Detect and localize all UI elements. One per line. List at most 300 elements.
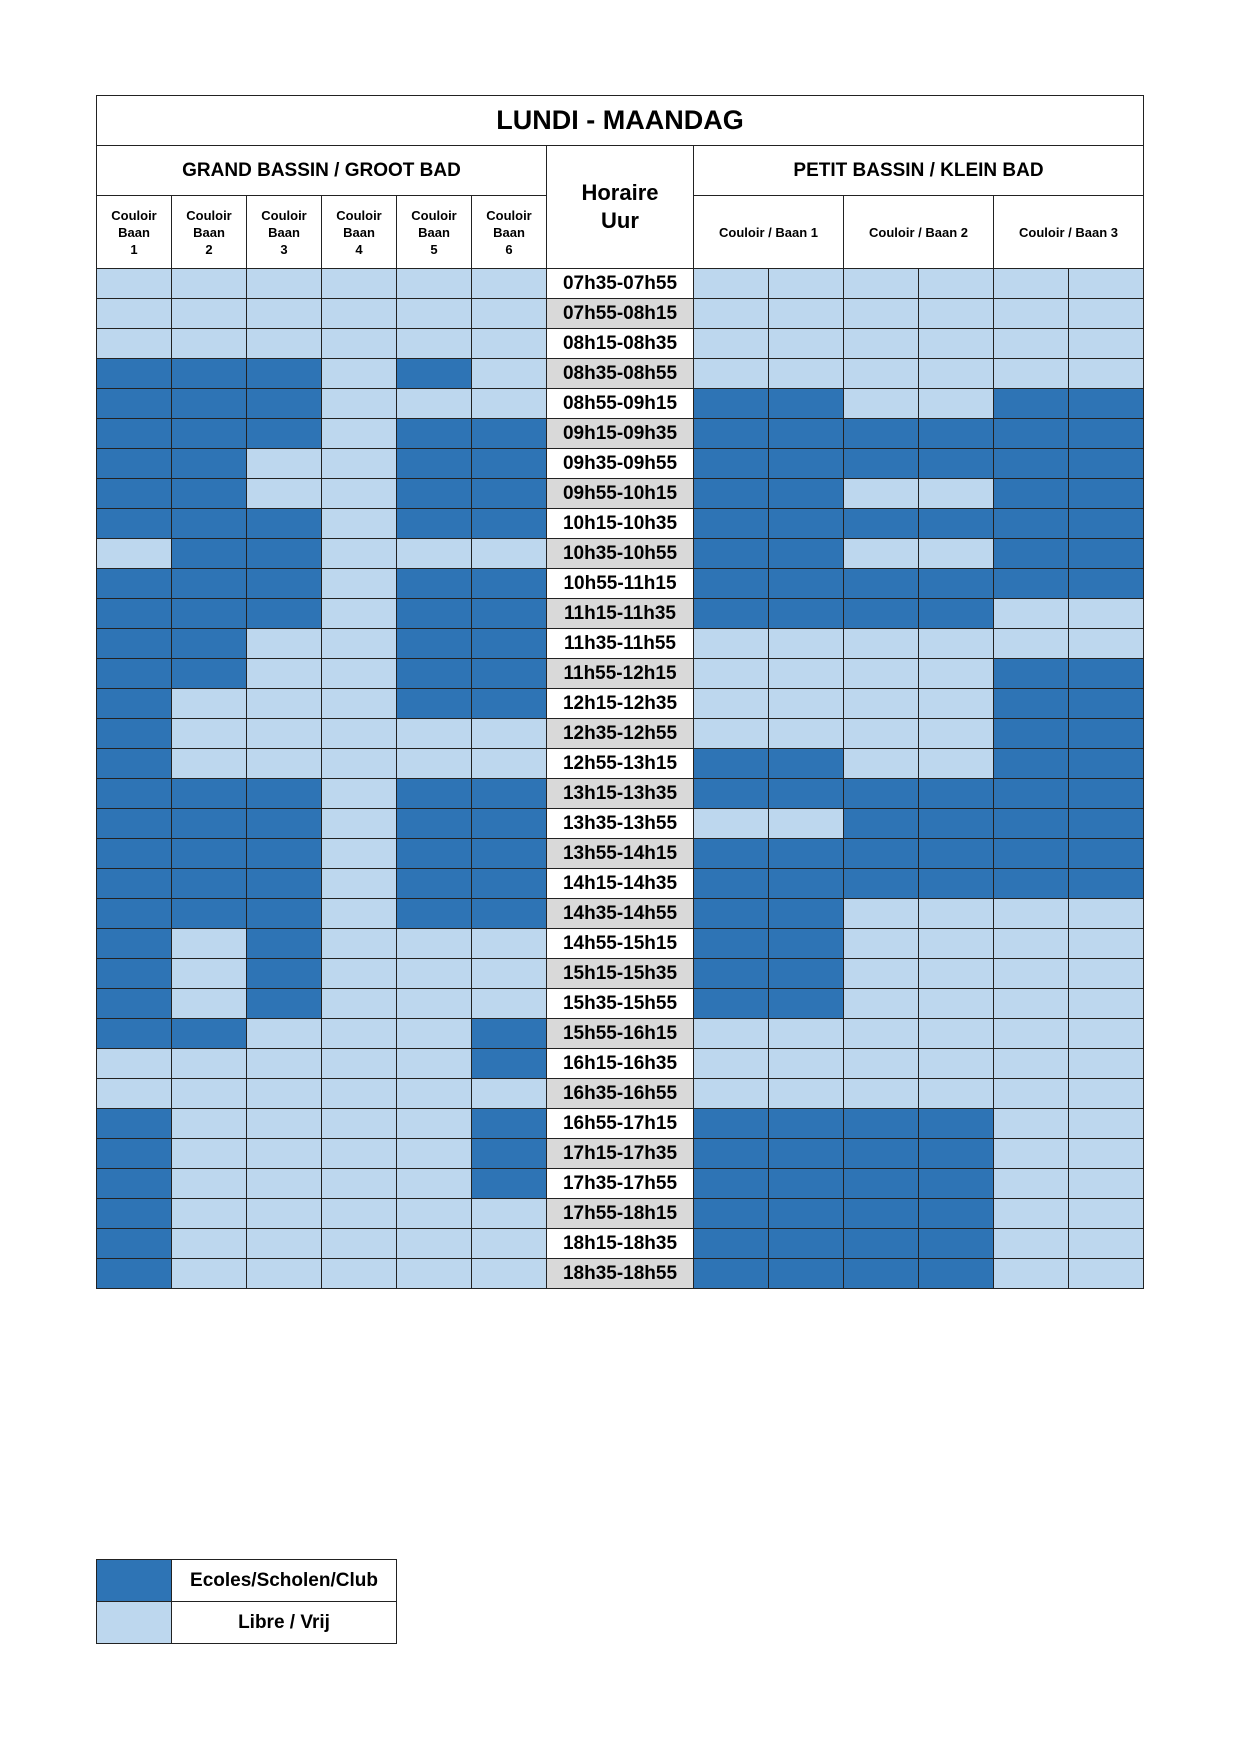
- grand-lane-5-cell: [397, 1019, 472, 1049]
- petit-lane-3-cell: [1069, 989, 1144, 1019]
- grand-lane-3-cell: [247, 899, 322, 929]
- grand-lane-6-cell: [472, 1079, 547, 1109]
- grand-lane-3-cell: [247, 569, 322, 599]
- petit-lane-1-cell: [769, 869, 844, 899]
- table-row: [97, 779, 1144, 809]
- grand-lane-5-cell: [397, 1259, 472, 1289]
- grand-lane-6-cell: [472, 809, 547, 839]
- petit-lane-3-cell: [994, 719, 1069, 749]
- legend-swatch: [97, 1602, 172, 1644]
- lane-label: Couloir: [411, 207, 457, 223]
- table-row: [97, 1229, 1144, 1259]
- petit-lane-2-cell: [919, 569, 994, 599]
- time-slot: 10h55-11h15: [547, 569, 694, 599]
- petit-lane-2-cell: [919, 1199, 994, 1229]
- time-slot: 17h35-17h55: [547, 1169, 694, 1199]
- table-row: [97, 659, 1144, 689]
- grand-lane-4-cell: [322, 1049, 397, 1079]
- petit-lane-1-cell: [694, 629, 769, 659]
- petit-lane-3-cell: [994, 1079, 1069, 1109]
- grand-lane-5-cell: [397, 569, 472, 599]
- petit-lane-2-cell: [844, 449, 919, 479]
- petit-lane-2-cell: [844, 269, 919, 299]
- grand-lane-4-cell: [322, 719, 397, 749]
- grand-lane-1-cell: [97, 719, 172, 749]
- petit-lane-2-cell: [844, 569, 919, 599]
- grand-lane-3-cell: [247, 419, 322, 449]
- horaire-header: [547, 146, 694, 269]
- petit-lane-1-cell: [694, 989, 769, 1019]
- table-row: [97, 689, 1144, 719]
- petit-lane-1-cell: [694, 449, 769, 479]
- petit-lane-1-cell: [769, 779, 844, 809]
- petit-lane-1-cell: [694, 419, 769, 449]
- grand-lane-4-cell: [322, 479, 397, 509]
- grand-lane-1-header: [97, 196, 172, 269]
- grand-lane-5-cell: [397, 839, 472, 869]
- grand-lane-2-cell: [172, 329, 247, 359]
- petit-bassin-header: PETIT BASSIN / KLEIN BAD: [694, 146, 1144, 196]
- petit-lane-1-cell: [769, 659, 844, 689]
- grand-lane-2-cell: [172, 1049, 247, 1079]
- lane-label: Couloir: [261, 207, 307, 223]
- petit-lane-2-cell: [844, 1229, 919, 1259]
- grand-lane-1-cell: [97, 509, 172, 539]
- petit-lane-1-cell: [769, 1199, 844, 1229]
- petit-lane-2-cell: [844, 419, 919, 449]
- petit-lane-2-cell: [844, 1109, 919, 1139]
- grand-lane-5-cell: [397, 1199, 472, 1229]
- petit-lane-3-cell: [1069, 1169, 1144, 1199]
- grand-lane-3-cell: [247, 329, 322, 359]
- petit-lane-2-cell: [919, 1049, 994, 1079]
- grand-lane-6-cell: [472, 959, 547, 989]
- grand-lane-2-cell: [172, 659, 247, 689]
- petit-lane-2-cell: [844, 899, 919, 929]
- grand-bassin-header: GRAND BASSIN / GROOT BAD: [97, 146, 547, 196]
- table-row: [97, 419, 1144, 449]
- table-row: [97, 389, 1144, 419]
- grand-lane-2-cell: [172, 839, 247, 869]
- schedule-body: [97, 269, 1144, 1289]
- petit-lane-3-cell: [994, 599, 1069, 629]
- lane-label: Baan: [343, 224, 375, 240]
- petit-lane-3-cell: [1069, 899, 1144, 929]
- petit-lane-3-cell: [1069, 1139, 1144, 1169]
- table-row: [97, 959, 1144, 989]
- petit-lane-3-cell: [994, 539, 1069, 569]
- grand-lane-6-cell: [472, 719, 547, 749]
- grand-lane-6-cell: [472, 1019, 547, 1049]
- grand-lane-1-cell: [97, 299, 172, 329]
- table-row: [97, 1109, 1144, 1139]
- grand-lane-5-cell: [397, 809, 472, 839]
- petit-lane-1-cell: [769, 419, 844, 449]
- grand-lane-2-cell: [172, 779, 247, 809]
- grand-lane-1-cell: [97, 359, 172, 389]
- petit-lane-3-cell: [1069, 719, 1144, 749]
- legend-table: [96, 1559, 397, 1644]
- time-slot: 18h35-18h55: [547, 1259, 694, 1289]
- grand-lane-6-cell: [472, 869, 547, 899]
- horaire-label: Horaire: [581, 180, 659, 205]
- petit-lane-3-cell: [994, 989, 1069, 1019]
- petit-lane-3-cell: [1069, 1049, 1144, 1079]
- grand-lane-3-cell: [247, 269, 322, 299]
- time-slot: 08h15-08h35: [547, 329, 694, 359]
- petit-lane-1-cell: [694, 479, 769, 509]
- petit-lane-1-cell: [694, 869, 769, 899]
- grand-lane-1-cell: [97, 269, 172, 299]
- grand-lane-2-cell: [172, 1109, 247, 1139]
- grand-lane-4-cell: [322, 899, 397, 929]
- grand-lane-3-cell: [247, 959, 322, 989]
- grand-lane-6-cell: [472, 929, 547, 959]
- grand-lane-1-cell: [97, 1049, 172, 1079]
- grand-lane-4-cell: [322, 509, 397, 539]
- petit-lane-2-cell: [919, 1019, 994, 1049]
- time-slot: 16h35-16h55: [547, 1079, 694, 1109]
- petit-lane-2-cell: [919, 1079, 994, 1109]
- schedule-table: [96, 95, 1144, 1289]
- petit-lane-1-cell: [769, 599, 844, 629]
- petit-lane-1-cell: [769, 989, 844, 1019]
- grand-lane-2-cell: [172, 419, 247, 449]
- grand-lane-4-cell: [322, 419, 397, 449]
- time-slot: 10h15-10h35: [547, 509, 694, 539]
- grand-lane-1-cell: [97, 1199, 172, 1229]
- grand-lane-3-cell: [247, 1109, 322, 1139]
- grand-lane-4-cell: [322, 539, 397, 569]
- grand-lane-4-cell: [322, 629, 397, 659]
- grand-lane-5-cell: [397, 959, 472, 989]
- petit-lane-3-cell: [1069, 929, 1144, 959]
- petit-lane-3-cell: [994, 929, 1069, 959]
- petit-lane-3-cell: [994, 749, 1069, 779]
- petit-lane-3-cell: [1069, 689, 1144, 719]
- grand-lane-5-cell: [397, 539, 472, 569]
- time-slot: 14h55-15h15: [547, 929, 694, 959]
- petit-lane-2-cell: [919, 749, 994, 779]
- petit-lane-3-cell: [994, 1139, 1069, 1169]
- lane-number: 4: [355, 241, 363, 257]
- petit-lane-3-cell: [994, 899, 1069, 929]
- legend-row: [97, 1602, 397, 1644]
- grand-lane-5-cell: [397, 1139, 472, 1169]
- petit-lane-1-cell: [769, 509, 844, 539]
- time-slot: 14h35-14h55: [547, 899, 694, 929]
- petit-lane-2-cell: [919, 1139, 994, 1169]
- petit-lane-1-cell: [694, 569, 769, 599]
- petit-lane-1-cell: [694, 1079, 769, 1109]
- table-row: [97, 359, 1144, 389]
- time-slot: 16h55-17h15: [547, 1109, 694, 1139]
- petit-lane-1-cell: [769, 629, 844, 659]
- lane-label: Baan: [118, 224, 150, 240]
- grand-lane-2-cell: [172, 749, 247, 779]
- petit-lane-1-cell: [769, 269, 844, 299]
- grand-lane-2-cell: [172, 299, 247, 329]
- petit-lane-2-cell: [844, 959, 919, 989]
- petit-lane-1-cell: [769, 749, 844, 779]
- table-row: [97, 329, 1144, 359]
- table-row: [97, 569, 1144, 599]
- petit-lane-2-cell: [844, 989, 919, 1019]
- grand-lane-2-cell: [172, 479, 247, 509]
- petit-lane-2-cell: [844, 659, 919, 689]
- time-slot: 09h35-09h55: [547, 449, 694, 479]
- grand-lane-3-cell: [247, 389, 322, 419]
- grand-lane-5-cell: [397, 359, 472, 389]
- grand-lane-4-cell: [322, 1109, 397, 1139]
- grand-lane-6-cell: [472, 839, 547, 869]
- grand-lane-6-cell: [472, 1259, 547, 1289]
- grand-lane-3-cell: [247, 989, 322, 1019]
- grand-lane-2-cell: [172, 1019, 247, 1049]
- grand-lane-4-cell: [322, 689, 397, 719]
- lane-label: Baan: [268, 224, 300, 240]
- petit-lane-1-cell: [694, 539, 769, 569]
- grand-lane-5-cell: [397, 329, 472, 359]
- petit-lane-1-cell: [694, 689, 769, 719]
- petit-lane-1-cell: [769, 809, 844, 839]
- table-row: [97, 1019, 1144, 1049]
- legend-row: [97, 1560, 397, 1602]
- petit-lane-2-cell: [919, 479, 994, 509]
- petit-lane-1-cell: [769, 1019, 844, 1049]
- grand-lane-6-cell: [472, 359, 547, 389]
- petit-lane-1-cell: [694, 1019, 769, 1049]
- grand-lane-6-cell: [472, 299, 547, 329]
- petit-lane-3-cell: [994, 1199, 1069, 1229]
- grand-lane-6-cell: [472, 599, 547, 629]
- petit-lane-3-cell: [994, 299, 1069, 329]
- petit-lane-3-cell: [994, 1019, 1069, 1049]
- table-row: [97, 989, 1144, 1019]
- grand-lane-6-cell: [472, 419, 547, 449]
- petit-lane-1-cell: [694, 359, 769, 389]
- grand-lane-2-cell: [172, 929, 247, 959]
- grand-lane-5-cell: [397, 779, 472, 809]
- grand-lane-5-cell: [397, 749, 472, 779]
- petit-lane-3-cell: [994, 869, 1069, 899]
- grand-lane-4-cell: [322, 809, 397, 839]
- petit-lane-1-cell: [769, 389, 844, 419]
- petit-lane-3-cell: [1069, 359, 1144, 389]
- petit-lane-3-cell: [1069, 329, 1144, 359]
- petit-lane-2-cell: [919, 659, 994, 689]
- grand-lane-3-cell: [247, 869, 322, 899]
- grand-lane-5-cell: [397, 599, 472, 629]
- petit-lane-3-cell: [1069, 479, 1144, 509]
- petit-lane-2-cell: [919, 329, 994, 359]
- petit-lane-1-cell: [694, 749, 769, 779]
- petit-lane-2-cell: [844, 689, 919, 719]
- grand-lane-5-cell: [397, 1229, 472, 1259]
- grand-lane-6-header: [472, 196, 547, 269]
- grand-lane-3-cell: [247, 359, 322, 389]
- petit-lane-1-cell: [769, 569, 844, 599]
- time-slot: 07h55-08h15: [547, 299, 694, 329]
- table-row: [97, 719, 1144, 749]
- grand-lane-2-cell: [172, 509, 247, 539]
- petit-lane-1-cell: [694, 269, 769, 299]
- time-slot: 17h55-18h15: [547, 1199, 694, 1229]
- petit-lane-3-cell: [994, 479, 1069, 509]
- grand-lane-4-cell: [322, 329, 397, 359]
- grand-lane-3-cell: [247, 689, 322, 719]
- petit-lane-3-cell: [1069, 779, 1144, 809]
- petit-lane-2-cell: [919, 599, 994, 629]
- petit-lane-1-cell: [694, 1169, 769, 1199]
- grand-lane-6-cell: [472, 479, 547, 509]
- petit-lane-2-cell: [919, 629, 994, 659]
- petit-lane-2-cell: [844, 929, 919, 959]
- petit-lane-2-cell: [919, 929, 994, 959]
- petit-lane-3-cell: [994, 329, 1069, 359]
- petit-lane-3-cell: [1069, 539, 1144, 569]
- time-slot: 09h55-10h15: [547, 479, 694, 509]
- grand-lane-5-cell: [397, 869, 472, 899]
- uur-label: Uur: [601, 208, 639, 233]
- petit-lane-1-cell: [694, 1229, 769, 1259]
- petit-lane-1-cell: [769, 539, 844, 569]
- grand-lane-3-cell: [247, 1079, 322, 1109]
- petit-lane-3-cell: [1069, 299, 1144, 329]
- petit-lane-1-cell: [694, 389, 769, 419]
- grand-lane-6-cell: [472, 1169, 547, 1199]
- grand-lane-2-header: [172, 196, 247, 269]
- grand-lane-6-cell: [472, 569, 547, 599]
- petit-lane-1-cell: [769, 839, 844, 869]
- table-row: [97, 299, 1144, 329]
- grand-lane-1-cell: [97, 959, 172, 989]
- petit-lane-2-cell: [844, 539, 919, 569]
- grand-lane-3-cell: [247, 659, 322, 689]
- table-row: [97, 899, 1144, 929]
- petit-lane-3-cell: [1069, 599, 1144, 629]
- grand-lane-3-cell: [247, 929, 322, 959]
- grand-lane-1-cell: [97, 1139, 172, 1169]
- petit-lane-2-cell: [919, 269, 994, 299]
- grand-lane-5-cell: [397, 269, 472, 299]
- grand-lane-4-cell: [322, 1169, 397, 1199]
- time-slot: 08h55-09h15: [547, 389, 694, 419]
- petit-lane-3-cell: [1069, 1259, 1144, 1289]
- petit-lane-2-cell: [919, 1259, 994, 1289]
- petit-lane-3-cell: [994, 359, 1069, 389]
- petit-lane-3-cell: [1069, 1079, 1144, 1109]
- grand-lane-6-cell: [472, 269, 547, 299]
- petit-lane-2-cell: [844, 629, 919, 659]
- time-slot: 14h15-14h35: [547, 869, 694, 899]
- table-row: [97, 479, 1144, 509]
- grand-lane-3-cell: [247, 599, 322, 629]
- petit-lane-2-cell: [919, 1169, 994, 1199]
- grand-lane-3-cell: [247, 1229, 322, 1259]
- table-row: [97, 1049, 1144, 1079]
- grand-lane-3-cell: [247, 449, 322, 479]
- grand-lane-4-cell: [322, 269, 397, 299]
- time-slot: 09h15-09h35: [547, 419, 694, 449]
- grand-lane-1-cell: [97, 329, 172, 359]
- petit-lane-3-cell: [1069, 629, 1144, 659]
- petit-lane-1-cell: [694, 1139, 769, 1169]
- lane-number: 3: [280, 241, 288, 257]
- petit-lane-2-cell: [919, 539, 994, 569]
- petit-lane-2-cell: [844, 869, 919, 899]
- petit-lane-2-cell: [919, 719, 994, 749]
- lane-label: Couloir: [111, 207, 157, 223]
- grand-lane-5-cell: [397, 509, 472, 539]
- petit-lane-1-cell: [694, 899, 769, 929]
- table-row: [97, 629, 1144, 659]
- grand-lane-2-cell: [172, 1229, 247, 1259]
- grand-lane-3-cell: [247, 839, 322, 869]
- grand-lane-5-cell: [397, 1079, 472, 1109]
- petit-lane-1-cell: [769, 449, 844, 479]
- time-slot: 18h15-18h35: [547, 1229, 694, 1259]
- lane-label: Baan: [193, 224, 225, 240]
- time-slot: 17h15-17h35: [547, 1139, 694, 1169]
- petit-lane-3-cell: [1069, 839, 1144, 869]
- grand-lane-5-cell: [397, 479, 472, 509]
- petit-lane-2-cell: [844, 1139, 919, 1169]
- petit-lane-2-header: Couloir / Baan 2: [844, 196, 994, 269]
- petit-lane-1-cell: [769, 1169, 844, 1199]
- petit-lane-2-cell: [844, 809, 919, 839]
- grand-lane-4-cell: [322, 1079, 397, 1109]
- page-title: LUNDI - MAANDAG: [97, 96, 1144, 146]
- grand-lane-1-cell: [97, 1019, 172, 1049]
- grand-lane-5-header: [397, 196, 472, 269]
- time-slot: 16h15-16h35: [547, 1049, 694, 1079]
- petit-lane-2-cell: [919, 839, 994, 869]
- grand-lane-5-cell: [397, 989, 472, 1019]
- petit-lane-2-cell: [844, 359, 919, 389]
- grand-lane-5-cell: [397, 899, 472, 929]
- petit-lane-2-cell: [919, 389, 994, 419]
- petit-lane-3-cell: [1069, 269, 1144, 299]
- petit-lane-1-cell: [694, 659, 769, 689]
- grand-lane-6-cell: [472, 509, 547, 539]
- petit-lane-2-cell: [919, 689, 994, 719]
- petit-lane-2-cell: [844, 1019, 919, 1049]
- grand-lane-3-cell: [247, 1199, 322, 1229]
- petit-lane-2-cell: [919, 1229, 994, 1259]
- petit-lane-1-cell: [694, 509, 769, 539]
- petit-lane-1-cell: [694, 1259, 769, 1289]
- petit-lane-2-cell: [844, 509, 919, 539]
- petit-lane-1-header: Couloir / Baan 1: [694, 196, 844, 269]
- grand-lane-3-cell: [247, 719, 322, 749]
- petit-lane-2-cell: [844, 1169, 919, 1199]
- grand-lane-1-cell: [97, 899, 172, 929]
- grand-lane-2-cell: [172, 989, 247, 1019]
- petit-lane-2-cell: [844, 329, 919, 359]
- petit-lane-3-cell: [994, 1109, 1069, 1139]
- petit-lane-1-cell: [769, 359, 844, 389]
- time-slot: 13h15-13h35: [547, 779, 694, 809]
- petit-lane-1-cell: [694, 779, 769, 809]
- lane-label: Baan: [418, 224, 450, 240]
- grand-lane-1-cell: [97, 929, 172, 959]
- grand-lane-3-cell: [247, 299, 322, 329]
- time-slot: 07h35-07h55: [547, 269, 694, 299]
- grand-lane-1-cell: [97, 809, 172, 839]
- table-row: [97, 509, 1144, 539]
- grand-lane-4-cell: [322, 389, 397, 419]
